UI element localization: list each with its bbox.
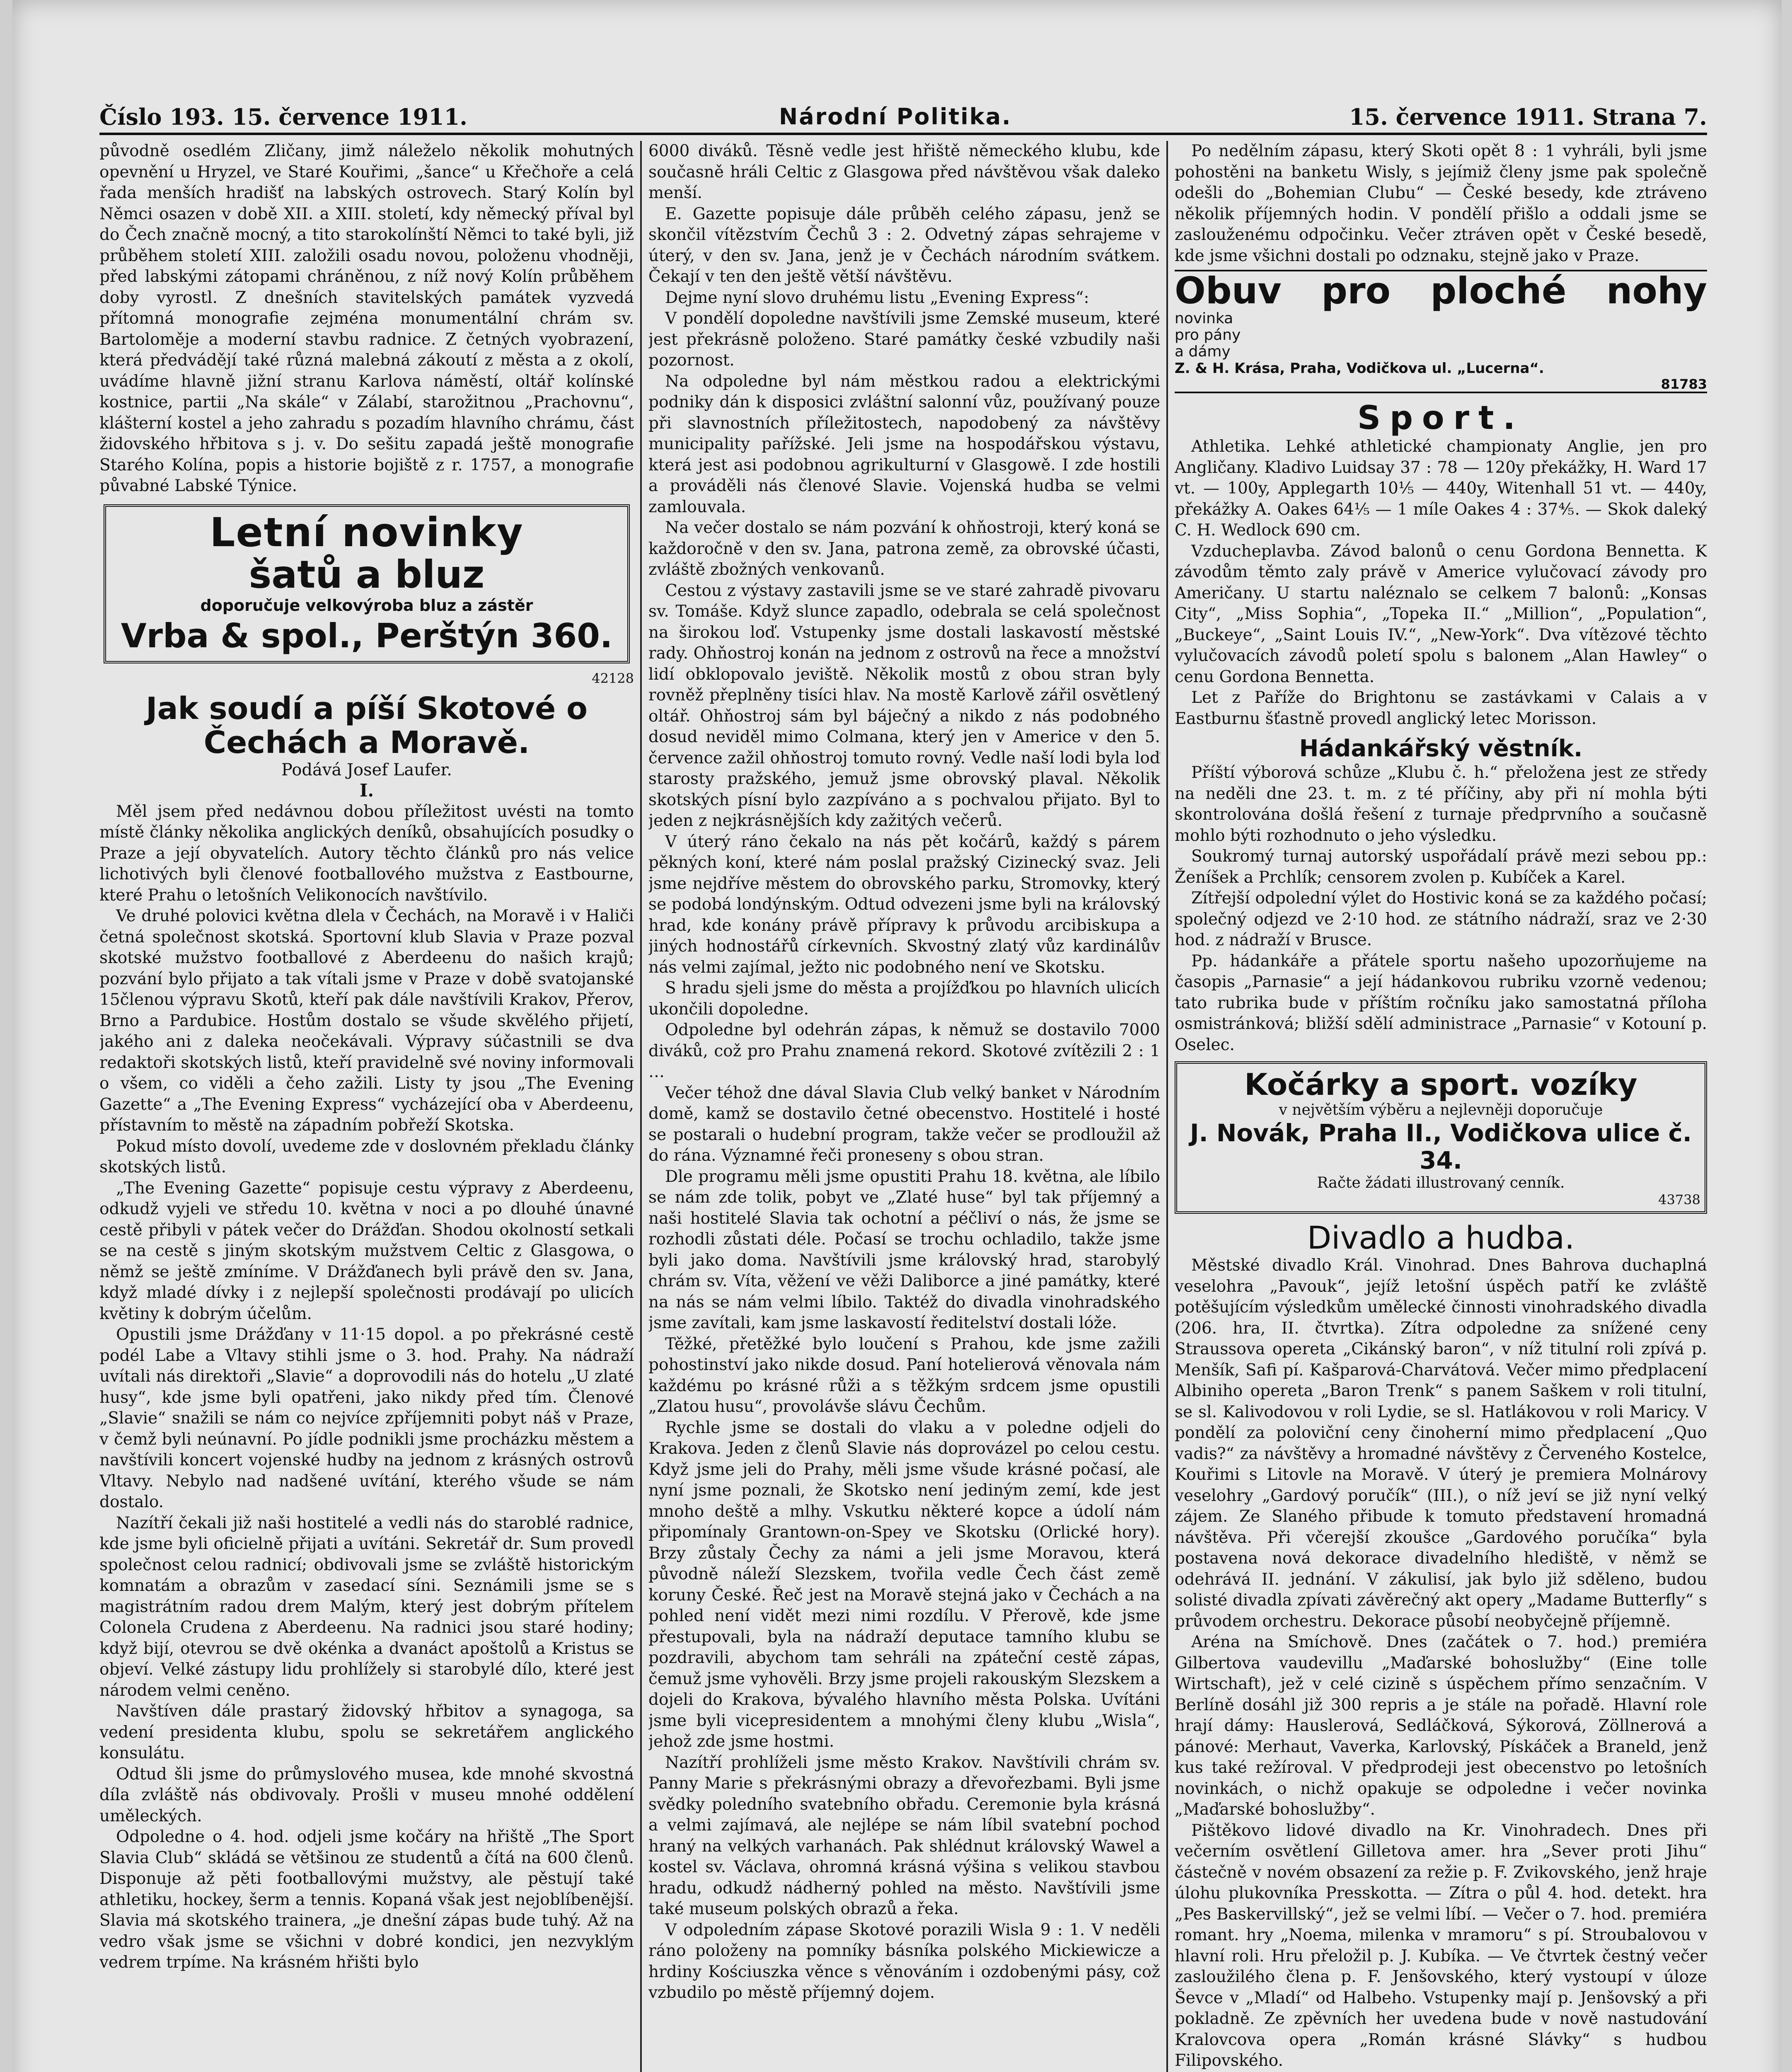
masthead: Národní Politika. xyxy=(779,104,1012,130)
paragraph: Odtud šli jsme do průmyslového musea, kde mnohé skvostná díla zvláště nás obdivovaly. Prošli v museu mnohé oddělení uměleckých. xyxy=(99,1765,634,1825)
ad-address: Z. & H. Krása, Praha, Vodičkova ul. „Lucerna“. xyxy=(1175,360,1544,377)
paragraph: Nazítří prohlíželi jsme město Krakov. Navštívili chrám sv. Panny Marie s překrásnými obrazy a dřevořezbami. Byli jsme svědky poledního svatebního obřadu. Ceremonie byla krásná a velmi zajímavá, ale nejlépe se nám líbil svatební pochod hraný na velkých varhanách. Pak shlédnut královský Wawel a kostel sv. Václava, ohromná krásná výšina s velikou stavbou hradu, odkudž nádherný pohled na město. Navštívili jsme také museum polských obrazů a řeka. xyxy=(648,1753,1160,1918)
paragraph: 6000 diváků. Těsně vedle jest hřiště německého klubu, kde současně hráli Celtic z Glasgowa před návštěvou však daleko menší. xyxy=(648,142,1160,202)
paragraph: V úterý ráno čekalo na nás pět kočárů, každý s párem pěkných koní, které nám poslal pražský Cizinecký svaz. Jeli jsme nejdříve městem do obrovského parku, Stromovky, který se podobá londýnským. Odtud odvezeni jsme byli na královský hrad, kde konány právě přípravy k průvodu arcibiskupa a jiných hodnostářů církevních. Skvostný zlatý vůz kardinálův nás velmi zajímal, ježto nic podobného není ve Skotsku. xyxy=(648,832,1160,977)
paragraph: E. Gazette popisuje dále průběh celého zápasu, jenž se skončil vítězstvím Čechů 3 : 2. Odvetný zápas sehrajeme v úterý, v den sv. Jana, jenž je v Čechách národním svátkem. Čekají v ten den ještě větší návštěvu. xyxy=(648,204,1160,286)
sport-heading: Sport. xyxy=(1357,399,1524,437)
section-number: I. xyxy=(359,780,374,801)
ad-text: v největším výběru a nejlevněji doporučuje xyxy=(1279,1101,1603,1118)
column-rule xyxy=(1166,141,1168,2072)
kolin-article-text: původně osedlém Zličany, jimž náleželo několik mohutných opevnění u Hryzel, ve Staré Kouřimi, „šance“ u Křečhoře a celá řada menších hradišť na labských ostrovech. Starý Kolín byl Němci osazen v době XII. a XIII. století, kdy německý příval byl do Čech značně mocný, a tito starokolínští Němci to také byli, již průběhem století XIII. založili osadu novou, položenu vhodněji, před labskými zátopami chráněnou, z níž nový Kolín průběhem doby vyrostl. Z dnešních stavitelských památek vyzvedá přítomná monografie zejména monumentální chrám sv. Bartoloměje a moderní stavbu radnice. Z četných vyobrazení, která předvádějí také různá malebná zákoutí z města a z okolí, uvádíme hlavně jižní stranu Karlova náměstí, oltář kolínské kostnice, partii „Na skále“ v Zálabí, starožitnou „Prachovnu“, klášterní kostel a jeho zahradu s pozadím hlavního chrámu, část židovského hřbitova s j. v. Do sešitu zapadá ještě monografie Starého Kolína, popis a historie bojiště z r. 1757, a monografie půvabné Labské Týnice. xyxy=(99,142,634,495)
ad-title: Obuv pro ploché nohy xyxy=(1175,269,1707,312)
article-title: Jak soudí a píší Skotové o Čechách a Moravě. xyxy=(146,690,588,760)
paragraph: S hradu sjeli jsme do města a projížďkou po hlavních ulicích ukončili dopoledne. xyxy=(648,979,1160,1019)
paragraph: Cestou z výstavy zastavili jsme se ve staré zahradě pivovaru sv. Tomáše. Když slunce zapadlo, odebrala se celá společnost na širokou loď. Vstupenky jsme dostali laskavostí městské rady. Ohňostroj konán na jednom z ostrovů na řece a množství lidí obklopovalo jeviště. Několik mostů z obou stran byly rovněž přeplněny tisíci hlav. Na mostě Karlově zářil osvětlený oltář. Ohňostroj sám byl báječný a nikdo z nás podobného dosud neviděl mimo Colmana, který jen v Americe v den 5. července zažil ohňostroj tomuto rovný. Vedle naší lodi byla loď starosty pražského, jemuž jsme obrovský plaval. Několik skotských písní bylo zazpíváno a s pochvalou přijato. Byl to jeden z nejkrásnějších kdy zažitých večerů. xyxy=(648,581,1160,830)
page-date: 15. července 1911. Strana 7. xyxy=(1349,104,1707,130)
paragraph: Athletika. Lehké athletické championaty Anglie, jen pro Angličany. Kladivo Luidsay 37 : 78 — 120y překážky, H. Ward 17 vt. — 100y, Applegarth 10⅕ — 440y, Witenhall 51 vt. — 440y, překážky A. Oakes 64⅕ — 1 míle Oakes 4 : 37⅘. — Skok daleký C. H. Wedlock 690 cm. xyxy=(1175,437,1707,540)
page-header xyxy=(99,104,1707,135)
paragraph: „The Evening Gazette“ popisuje cestu výpravy z Aberdeenu, odkudž vyjeli ve středu 10. května v noci a po dlouhé únavné cestě přibyli v pátek večer do Drážďan. Shodou okolností setkali se na cestě s jiným skotským mužstvem Celtic z Glasgowa, o němž se ještě zmíníme. V Drážďanech byli právě den sv. Jana, když mladé dívky i z nejlepší společnosti prodávají po ulicích květiny k dobrým účelům. xyxy=(99,1179,634,1323)
paragraph: Zítřejší odpolední výlet do Hostivic koná se za každého počasí; společný odjezd ve 2·10 hod. ze státního nádraží, sraz ve 2·30 hod. z nádraží v Brusce. xyxy=(1175,889,1707,949)
paragraph: Opustili jsme Drážďany v 11·15 dopol. a po překrásné cestě podél Labe a Vltavy stihli jsme o 3. hod. Prahy. Na nádraží uvítali nás direktoři „Slavie“ a doprovodili nás do hotelu „U zlaté husy“, kde jsme byli opatřeni, jako nikdy před tím. Členové „Slavie“ snažili se nám co nejvíce zpříjemniti pobyt náš v Praze, v čemž byli neúnavní. Po jídle podnikli jsme procházku městem a navštívili koncert vojenské hudby na jednom z krásných ostrovů Vltavy. Nebylo nad nadšené uvítání, kterého všude se nám dostalo. xyxy=(99,1325,634,1511)
paragraph: Měl jsem před nedávnou dobou příležitost uvésti na tomto místě články několika anglických deníků, obsahujících posudky o Praze a její obyvatelích. Autory těchto článků pro nás velice lichotivých byli členové footballového mužstva z Eastbourne, které Prahu o letošních Velikonocích navštívilo. xyxy=(99,802,634,905)
paragraph: Rychle jsme se dostali do vlaku a v poledne odjeli do Krakova. Jeden z členů Slavie nás doprovázel po celou cestu. Když jsme jeli do Prahy, měli jsme všude krásné počasí, ale nyní jsme poznali, že Skotsko není jediným zemí, kde jest mnoho deště a mlhy. Vskutku některé kopce a údolí nám připomínaly Grantown-on-Spey ve Skotsku (Orlické hory). Brzy zůstaly Čechy za námi a jeli jsme Moravou, která původně náleží Slezskem, tvořila vedle Čech část země koruny České. Řeč jest na Moravě stejná jako v Čechách a na pohled není vidět mezi nimi rozdílu. V Přerově, kde jsme přestupovali, byla na nádraží deputace tamního klubu se pozdravili, abychom tam sehráli na zpáteční cestě zápas, čemuž jsme vyhověli. Brzy jsme projeli rakouským Slezskem a dojeli do Krakova, bývalého hlavního města Polska. Uvítáni jsme byli vicepresidentem a mnohými členy klubu „Wisla“, jehož zde jsme hostmi. xyxy=(648,1418,1160,1751)
article-byline: Podává Josef Laufer. xyxy=(281,760,452,779)
paragraph: Po nedělním zápasu, který Skoti opět 8 : 1 vyhráli, byli jsme pohostěni na banketu Wisly, s jejímiž členy jsme pak společně odešli do „Bohemian Clubu“ — České besedy, kde ztráveno několik příjemných hodin. V pondělí přišlo a oddali jsme se zaslouženému odpočinku. Večer ztráven opět v České besedě, kde jsme všichni dostali po odznaku, stejně jako v Praze. xyxy=(1175,142,1707,265)
ad-subtitle: šatů a bluz xyxy=(249,552,485,597)
paragraph: Ve druhé polovici května dlela v Čechách, na Moravě i v Haliči četná společnost skotská. Sportovní klub Slavia v Praze pozval skotské mužstvo footballové z Aberdeenu do našich krajů; pozvání bylo přijato a tak vítali jsme v Praze v době svatojanské 15členou výpravu Skotů, kteří pak dále navštívili Krakov, Přerov, Brno a Pardubice. Hostům dostalo se všude skvělého přijetí, jakého ani z daleka neočekávali. Výpravy súčastnili se dva redaktoři skotských listů, kteří pravidelně své noviny informovali o všem, co viděli a čeho zažili. Listy ty jsou „The Evening Gazette“ a „The Evening Express“ vycházející oba v Aberdeenu, přístavním to městě na západním pobřeží Skotska. xyxy=(99,907,634,1135)
paragraph: Večer téhož dne dával Slavia Club velký banket v Národním domě, kamž se dostavilo četné obecenstvo. Hostitelé i hosté se postarali o hudební program, takže večer se prodloužil až do rána. Významné řeči proneseny s obou stran. xyxy=(648,1083,1160,1165)
paragraph: Dle programu měli jsme opustiti Prahu 18. května, ale líbilo se nám zde tolik, pobyt ve „Zlaté huse“ byl tak příjemný a naši hostitelé Slavia tak ochotní a péčliví o nás, že jsme se rozhodli zůstati déle. Počasí se trochu ochladilo, takže jsme byli jako doma. Navštívili jsme královský hrad, starobylý chrám sv. Víta, věžení ve věži Daliborce a jiné památky, které na nás se nám velmi líbilo. Taktéž do divadla vinohradského jsme zavítali, kam jsme laskavostí ředitelství dostali lóže. xyxy=(648,1167,1160,1332)
paragraph: Příští výborová schůze „Klubu č. h.“ přeložena jest ze středy na neděli dne 23. t. m. z té příčiny, aby při ní mohla býti skontrolována došlá řešení z turnaje předprvního a současně mohlo býti rozhodnuto o jeho výsledku. xyxy=(1175,763,1707,845)
issue-info: Číslo 193. 15. července 1911. xyxy=(99,104,468,130)
paragraph: Let z Paříže do Brightonu se zastávkami v Calais a v Eastburnu šťastně provedl anglický letec Morisson. xyxy=(1175,688,1707,728)
ad-tagline: doporučuje velkovýroba bluz a zástěr xyxy=(200,596,533,615)
paragraph: Pokud místo dovolí, uvedeme zde v doslovném překladu články skotských listů. xyxy=(99,1137,634,1176)
paragraph: Odpoledne o 4. hod. odjeli jsme kočáry na hřiště „The Sport Slavia Club“ skládá se většinou ze studentů a čítá na 600 členů. Disponuje až pěti footballovými mužstvy, ale pěstují také athletiku, hockey, šerm a tennis. Kopaná však jest nejoblíbenější. Slavia má skotského trainera, „je dnešní zápas bude tuhý. Až na vedro však jsme se všichni v dobré kondici, jen nezvyklým vedrem trpíme. Na krásném hřišti bylo xyxy=(99,1828,634,1972)
ad-reference: 43738 xyxy=(1658,1192,1700,1208)
paragraph: Pištěkovo lidové divadlo na Kr. Vinohradech. Dnes při večerním osvětlení Gilletova amer. hra „Sever proti Jihu“ částečně v novém obsazení za režie p. F. Zvikovského, jenž hraje úlohu plukovníka Presskotta. — Zítra o půl 4. hod. detekt. hra „Pes Baskervillský“, jež se velmi líbí. — Večer o 7. hod. premiéra romant. hry „Noema, milenka v mramoru“ s pí. Stroubalovou v hlavní roli. Hru přeložil p. J. Kubíka. — Ve čtvrtek čestný večer zasloužilého člena p. F. Jenšovského, který vystoupí v úloze Ševce v „Mladí“ od Halbeho. Vstupenky mají p. Jenšovský a při pokladně. Ze zpěvních her uvedena bude v nově nastudování Kralovcova opera „Román krásné Slávky“ s hudbou Filipovského. xyxy=(1175,1821,1707,2070)
ad-obuv xyxy=(1175,270,1707,393)
ad-firm: J. Novák, Praha II., Vodičkova ulice č. 34. xyxy=(1190,1119,1692,1174)
paragraph: Na večer dostalo se nám pozvání k ohňostroji, který koná se každoročně v den sv. Jana, patrona země, za obrovské účasti, zvláště zbožných venkovanů. xyxy=(648,518,1160,579)
ad-letni-novinky xyxy=(104,504,630,663)
ad-firm: Vrba & spol., Perštýn 360. xyxy=(121,616,613,655)
ad-reference: 81783 xyxy=(1661,376,1707,392)
column-left xyxy=(99,141,634,2072)
paragraph: Navštíven dále prastarý židovský hřbitov a synagoga, sa vedení presidenta klubu, spolu se sekretářem anglického konsulátu. xyxy=(99,1702,634,1762)
paragraph: Městské divadlo Král. Vinohrad. Dnes Bahrova duchaplná veselohra „Pavouk“, jejíž letošní úspěch patří ke zvláště potěšujícím výsledkům umělecké činnosti vinohradského divadla (206. hra, II. čtvrtka). Zítra odpoledne za snížené ceny Straussova opereta „Cikánský baron“, v níž titulní roli zpívá p. Menšík, Safi pí. Kašparová-Charvátová. Večer mimo předplacení Albiniho opereta „Baron Trenk“ s panem Saškem v roli titulní, se sl. Kalivodovou v roli Lydie, se sl. Hatlákovou v roli Maricy. V pondělí za poloviční ceny činoherní mimo předplacení „Quo vadis?“ za návštěvy a hromadné návštěvy z Červeného Kostelce, Kouřimi s Litovle na Moravě. V úterý je premiera Molnárovy veselohry „Gardový poručík“ (III.), o níž jeví se již nyní velký zájem. Ze Slaného přibude k tomuto představení hromadná návštěva. Při včerejší zkoušce „Gardového poručíka“ byla postavena nová dekorace divadelního hlediště, v němž se odehrává II. jednání. V zákulisí, jak bylo již sděleno, budou solisté divadla zpívati závěrečný akt opery „Madame Butterfly“ s průvodem orchestru. Dekorace působí neobyčejně příjemně. xyxy=(1175,1256,1707,1631)
puzzle-heading: Hádankářský věstník. xyxy=(1299,735,1583,762)
column-rule xyxy=(640,141,642,2072)
theatre-heading: Divadlo a hudba. xyxy=(1307,1219,1575,1256)
paragraph: Dejme nyní slovo druhému listu „Evening Express“: xyxy=(665,288,1089,307)
ad-reference: 42128 xyxy=(592,670,634,686)
paragraph: V pondělí dopoledne navštívili jsme Zemské museum, které jest překrásně položeno. Staré památky české vzbudily naši pozornost. xyxy=(648,309,1160,370)
paragraph: Nazítří čekali již naši hostitelé a vedli nás do staroblé radnice, kde jsme byli oficielně přijati a uvítáni. Sekretář dr. Sum provedl společnost celou radnicí; obdivovali jsme se zvláště historickým komnatám a obrazům v zasedací síni. Seznámili jsme se s magistrátním radou drem Malým, který jest dobrým přítelem Colonela Crudena z Aberdeenu. Na radnici jsou staré hodiny; když bijí, otevrou se dvě okénka a dvanáct apoštolů a Kristus se objeví. Velké zástupy lidu prohlížely si starobylé dílo, které jest národem velmi ceněno. xyxy=(99,1513,634,1700)
paragraph: Pp. hádankáře a přátele sportu našeho upozorňujeme na časopis „Parnasie“ a její hádankovou rubriku vzorně vedenou; tato rubrika bude v příštím ročníku jako samostatná příloha osmistránková; bližší sdělí administrace „Parnasie“ v Kotouní p. Oselec. xyxy=(1175,951,1707,1054)
paragraph: Na odpoledne byl nám městkou radou a elektrickými podniky dán k disposici zvláštní salonní vůz, používaný pouze při slavnostních příležitostech, napodobený za návštěvy municipality pařížské. Jeli jsme na hospodářskou výstavu, která jest asi podobnou agrikulturní v Glasgowě. I zde hostili a prováděli nás členové Slavie. Vojenská hudba se velmi zamlouvala. xyxy=(648,372,1160,516)
paragraph: Odpoledne byl odehrán zápas, k němuž se dostavilo 7000 diváků, což pro Prahu znamená rekord. Skotové zvítězili 2 : 1 … xyxy=(648,1021,1160,1081)
paragraph: Soukromý turnaj autorský uspořádalí právě mezi sebou pp.: Ženíšek a Prchlík; censorem zvolen p. Kubíček a Karel. xyxy=(1175,847,1707,887)
ad-tag: novinka pro pány a dámy xyxy=(1175,310,1241,360)
paragraph: Vzducheplavba. Závod balonů o cenu Gordona Bennetta. K závodům těmto zaly právě v Americe vylučovací závody pro Američany. U startu naléznalo se celkem 7 balonů: „Konsas City“, „Miss Sophia“, „Topeka II.“ „Million“, „Population“, „Buckeye“, „Saint Louis IV.“, „New-York“. Dva vítězové těchto vylučovacích závodů poletí spolu s balonem „Alan Hawley“ o cenu Gordona Bennetta. xyxy=(1175,542,1707,686)
column-middle xyxy=(648,141,1160,2072)
column-right xyxy=(1175,141,1707,2072)
ad-title: Letní novinky xyxy=(210,509,524,556)
newspaper-page xyxy=(12,0,1782,2072)
paragraph: V odpoledním zápase Skotové porazili Wisla 9 : 1. V neděli ráno položeny na pomníky básníka polského Mickiewicze a hrdiny Kościuszka věnce s věnováním i ozdobenými pásy, což vzbudilo po městě příjemný dojem. xyxy=(648,1920,1160,2002)
ad-title: Kočárky a sport. vozíky xyxy=(1244,1067,1637,1102)
paragraph: Těžké, přetěžké bylo loučení s Prahou, kde jsme zažili pohostinství jako nikde dosud. Paní hotelierová věnovala nám každému po krásné růži a s těžkým srdcem jsme opustili „Zlatou husu“, provolávše slávu Čechům. xyxy=(648,1334,1160,1416)
ad-kocarky xyxy=(1175,1061,1707,1214)
paragraph: Aréna na Smíchově. Dnes (začátek o 7. hod.) premiéra Gilbertova vaudevillu „Maďarské bohoslužby“ (Eine tolle Wirtschaft), jež v celé cizině s úspěchem přímo senzačním. V Berlíně dosáhl již 300 repris a je stále na pořadě. Hlavní role hrají dámy: Hauslerová, Sedláčková, Sýkorová, Zöllnerová a pánové: Merhaut, Vaverka, Karlovský, Pískáček a Braneld, jenž kus také režíroval. V předprodeji jest obecenstvo po letošních novinkách, o nichž opakuje se odpoledne i večer novinka „Maďarské bohoslužby“. xyxy=(1175,1633,1707,1819)
ad-text: Račte žádati illustrovaný cenník. xyxy=(1317,1174,1565,1191)
